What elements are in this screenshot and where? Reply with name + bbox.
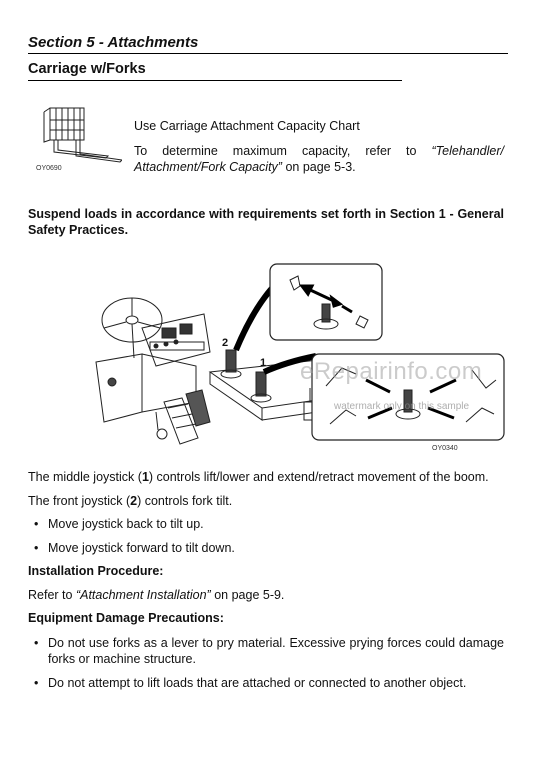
watermark-main: eRepairinfo.com [300,358,483,385]
list-item-attached: • Do not attempt to lift loads that are attached or connected to another object. [34,676,467,690]
safety-warning: Suspend loads in accordance with requirements set forth in Section 1 - General Safety Practices. [28,207,504,237]
fork-illustration-code: OY0690 [36,165,62,172]
list-item-lever: • Do not use forks as a lever to pry material. Excessive prying forces could damage forks or machine structure. [34,636,504,666]
attachment-installation-ref: “Attachment Installation” [75,588,211,602]
list-item-tilt-up: • Move joystick back to tilt up. [34,517,204,531]
section-title: Section 5 - Attachments [28,34,508,54]
determine-capacity-text: To determine maximum capacity, refer to “Telehandler/ Attachment/Fork Capacity” on page 5-3. [134,144,504,174]
illustration-code: OY0340 [432,445,458,452]
capacity-chart-line: Use Carriage Attachment Capacity Chart [134,119,360,133]
joystick-1-label: 1 [260,357,267,369]
joystick-2-label: 2 [222,337,229,349]
watermark-sub: watermark only on this sample [334,401,470,412]
installation-text: Refer to “Attachment Installation” on page 5-9. [28,588,285,602]
front-joystick-text: The front joystick (2) controls fork tilt. [28,494,233,508]
sub-title: Carriage w/Forks [28,61,402,81]
list-item-tilt-down: • Move joystick forward to tilt down. [34,541,235,555]
middle-joystick-text: The middle joystick (1) controls lift/lower and extend/retract movement of the boom. [28,470,489,484]
damage-heading: Equipment Damage Precautions: [28,611,224,625]
installation-heading: Installation Procedure: [28,564,164,578]
telehandler-capacity-ref: “Telehandler/ Attachment/Fork Capacity” [134,144,504,174]
